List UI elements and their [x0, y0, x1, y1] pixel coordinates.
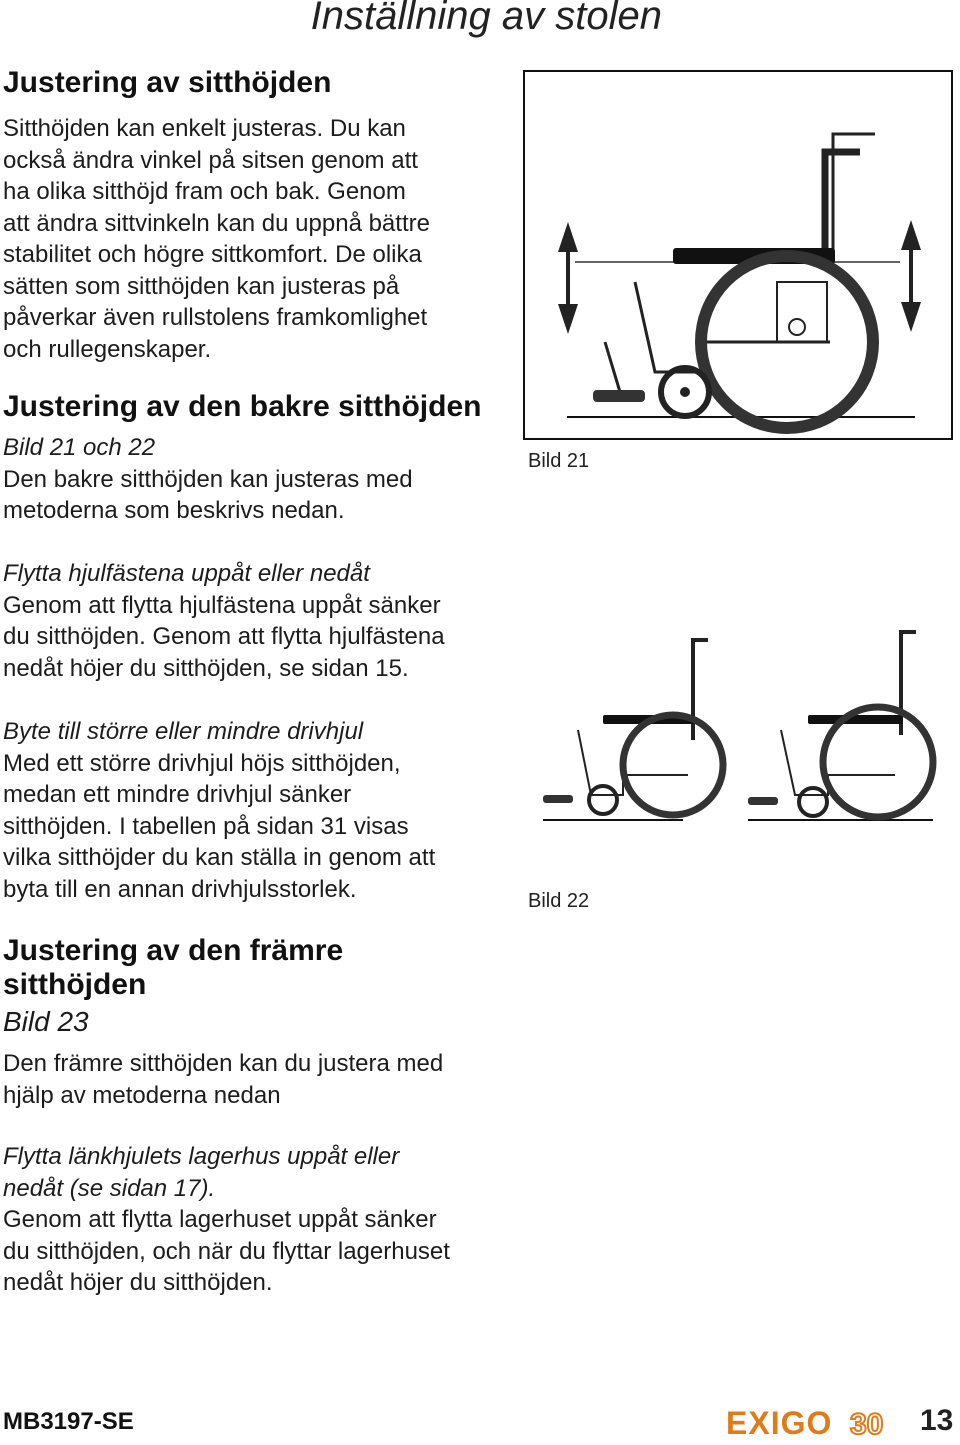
- subheading-move-axle-mounts: Flytta hjulfästena uppåt eller nedåt: [3, 560, 370, 587]
- figure-22-caption: Bild 22: [528, 890, 590, 912]
- svg-text:EXIGO: EXIGO: [726, 1405, 833, 1440]
- section-seat-height: [3, 66, 523, 365]
- page-number: 13: [920, 1404, 954, 1437]
- heading-front-seat-height-line2: sitthöjden: [3, 968, 147, 1001]
- paragraph-line: stabilitet och högre sittkomfort. De olika: [3, 241, 422, 268]
- paragraph-line: också ändra vinkel på sitsen genom att: [3, 146, 418, 174]
- svg-text:30: 30: [850, 1408, 884, 1440]
- paragraph-line: medan ett mindre drivhjul sänker: [3, 781, 352, 808]
- figure-reference: Bild 21 och 22: [3, 434, 156, 461]
- figure-reference: Bild 23: [3, 1006, 89, 1037]
- paragraph-line: nedåt höjer du sitthöjden.: [3, 1269, 273, 1296]
- wheelchair-illustration: [525, 72, 950, 437]
- brand-logo: [726, 1404, 906, 1440]
- heading-front-seat-height-line1: Justering av den främre: [3, 934, 344, 967]
- wheelchair-comparison-illustration: [523, 620, 953, 870]
- running-head: Inställning av stolen: [310, 0, 662, 38]
- figure-21-caption: Bild 21: [528, 450, 590, 472]
- paragraph-line: hjälp av metoderna nedan: [3, 1081, 281, 1109]
- paragraph-line: Den främre sitthöjden kan du justera med: [3, 1050, 444, 1077]
- paragraph-line: att ändra sittvinkeln kan du uppnå bättre: [3, 209, 430, 237]
- up-down-arrow-icon: [558, 222, 578, 334]
- figure-22: [523, 620, 953, 870]
- paragraph-line: metoderna som beskrivs nedan.: [3, 497, 345, 524]
- paragraph-line: ha olika sitthöjd fram och bak. Genom: [3, 178, 406, 205]
- subheading-caster-housing-line1: Flytta länkhjulets lagerhus uppåt eller: [3, 1143, 400, 1170]
- paragraph-line: Genom att flytta hjulfästena uppåt sänker: [3, 591, 441, 619]
- paragraph-line: sätten som sitthöjden kan justeras på: [3, 272, 400, 300]
- heading-seat-height: Justering av sitthöjden: [3, 66, 332, 99]
- paragraph-line: Den bakre sitthöjden kan justeras med: [3, 465, 413, 493]
- heading-rear-seat-height: Justering av den bakre sitthöjden: [3, 390, 482, 423]
- document-code: MB3197-SE: [3, 1408, 134, 1435]
- paragraph-line: Genom att flytta lagerhuset uppåt sänker: [3, 1206, 437, 1233]
- subheading-change-drive-wheel: Byte till större eller mindre drivhjul: [3, 718, 364, 745]
- paragraph-line: byta till en annan drivhjulsstorlek.: [3, 875, 357, 903]
- subheading-caster-housing-line2: nedåt (se sidan 17).: [3, 1174, 216, 1202]
- figure-21-frame: [523, 70, 953, 440]
- paragraph-line: du sitthöjden, och när du flyttar lagerhuset: [3, 1237, 450, 1265]
- paragraph-line: och rullegenskaper.: [3, 335, 212, 363]
- section-change-drive-wheel: [3, 716, 523, 905]
- section-front-seat-height: [3, 934, 523, 1111]
- section-rear-seat-height: [3, 390, 523, 527]
- paragraph-line: vilka sitthöjder du kan ställa in genom att: [3, 844, 436, 871]
- paragraph-line: påverkar även rullstolens framkomlighet: [3, 304, 428, 331]
- paragraph-line: du sitthöjden. Genom att flytta hjulfästena: [3, 623, 445, 650]
- paragraph-line: Med ett större drivhjul höjs sitthöjden,: [3, 749, 401, 777]
- exigo-logo-icon: [726, 1404, 906, 1440]
- paragraph-line: Sitthöjden kan enkelt justeras. Du kan: [3, 115, 406, 142]
- paragraph-line: nedåt höjer du sitthöjden, se sidan 15.: [3, 654, 409, 682]
- section-caster-housing: [3, 1141, 523, 1299]
- section-move-axle-mounts: [3, 558, 523, 684]
- up-down-arrow-icon: [901, 220, 921, 332]
- paragraph-line: sitthöjden. I tabellen på sidan 31 visas: [3, 812, 409, 840]
